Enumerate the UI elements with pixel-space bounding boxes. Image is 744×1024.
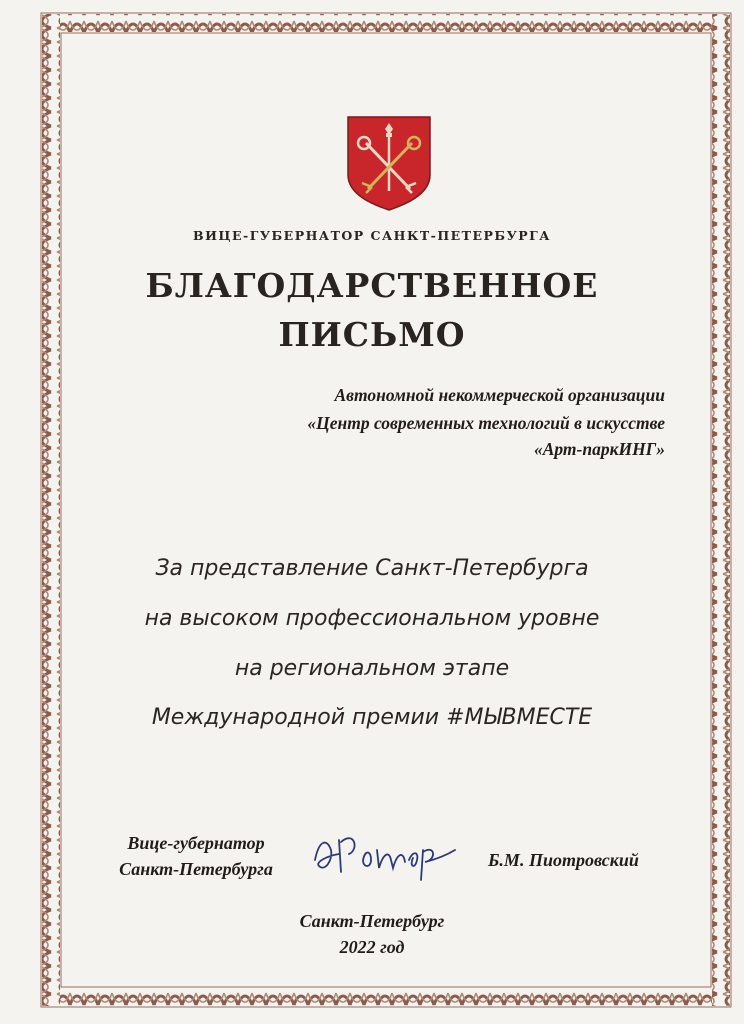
reason-line-1: За представление Санкт-Петербурга — [155, 556, 589, 581]
saint-petersburg-coat-of-arms-icon — [344, 113, 434, 213]
reason-line-2: на высоком профессиональном уровне — [144, 606, 600, 631]
place-of-issue: Санкт-Петербург — [299, 911, 445, 931]
signatory-title-line-1: Вице-губернатор — [127, 833, 265, 853]
document-title-line-2: ПИСЬМО — [278, 315, 466, 354]
recipient-line-2: «Центр современных технологий в искусстве — [307, 413, 665, 433]
issuer-header: ВИЦЕ-ГУБЕРНАТОР САНКТ-ПЕТЕРБУРГА — [193, 228, 551, 243]
signatory-name: Б.М. Пиотровский — [488, 850, 639, 870]
recipient-line-3: «Арт-паркИНГ» — [533, 439, 665, 459]
document-title-line-1: БЛАГОДАРСТВЕННОЕ — [145, 266, 599, 305]
reason-line-3: на региональном этапе — [234, 656, 510, 681]
year-of-issue: 2022 год — [339, 937, 405, 957]
signatory-title — [96, 830, 296, 882]
signatory-title-line-2: Санкт-Петербурга — [119, 859, 273, 879]
recipient-line-1: Автономной некоммерческой организации — [334, 385, 665, 405]
handwritten-signature — [305, 820, 475, 890]
reason-line-4: Международной премии #МЫВМЕСТЕ — [151, 705, 593, 730]
